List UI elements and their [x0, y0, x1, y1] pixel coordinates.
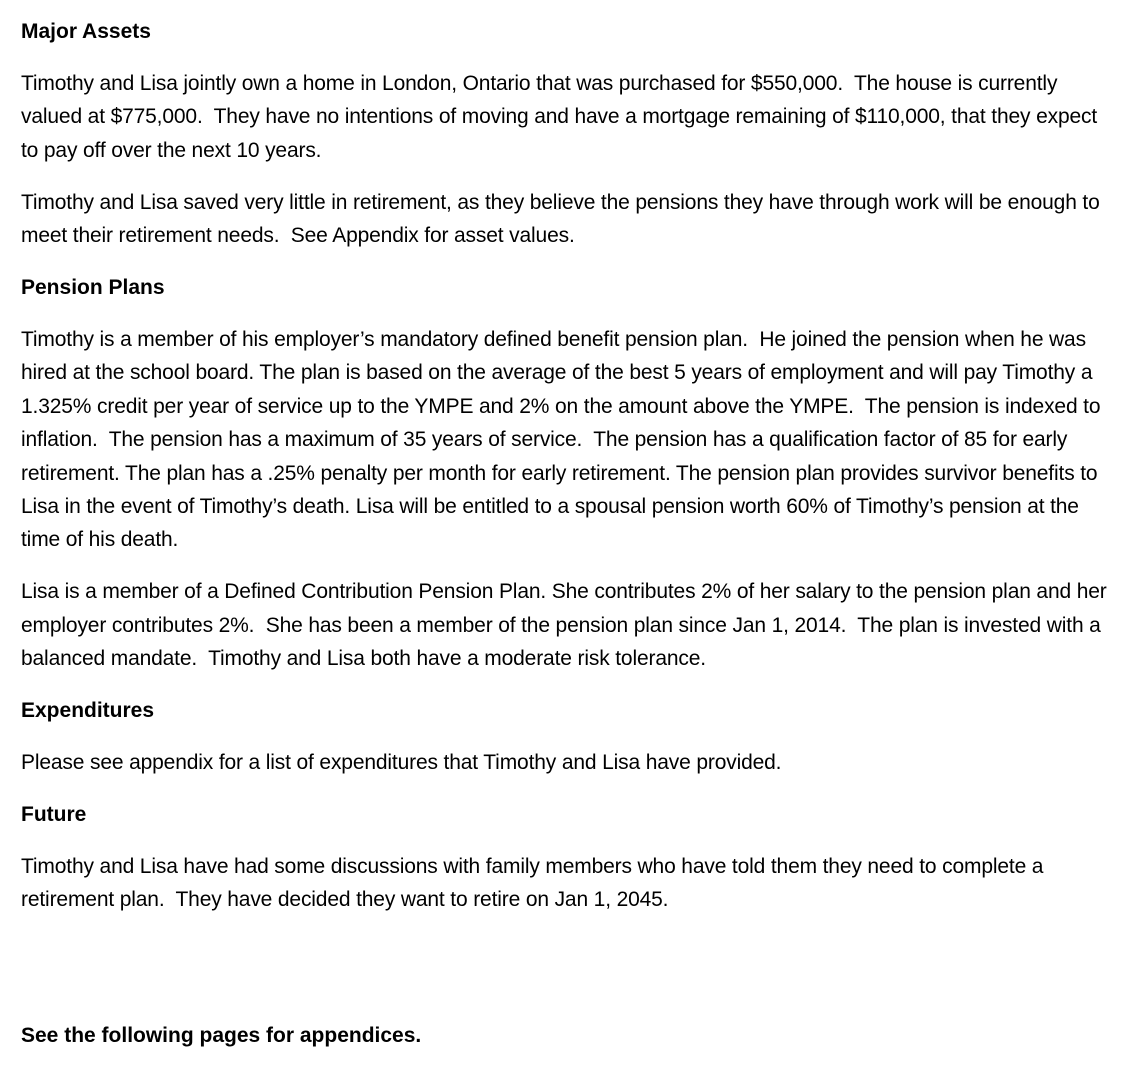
document-body — [21, 15, 1111, 935]
section-pension-plans — [21, 271, 1111, 676]
section-heading-expenditures: Expenditures — [21, 699, 155, 723]
paragraph-timothy-pension: Timothy is a member of his employer’s mandatory defined benefit pension plan. He joined the pension when he was hired at the school board. The plan is based on the average of the best 5 years of employment and will pay Timothy a 1.325% credit per year of service up to the YMPE and 2% on the amount above the YMPE. The pension is indexed to inflation. The pension has a maximum of 35 years of service. The pension has a qualification factor of 85 for early retirement. The plan has a .25% penalty per month for early retirement. The pension plan provides survivor benefits to Lisa in the event of Timothy’s death. Lisa will be entitled to a spousal pension worth 60% of Timothy’s pension at the time of his death. — [21, 328, 1107, 552]
section-heading-major-assets: Major Assets — [21, 20, 151, 43]
closing-note: See the following pages for appendices. — [21, 1024, 422, 1047]
paragraph-lisa-pension: Lisa is a member of a Defined Contribution Pension Plan. She contributes 2% of her salary to the pension plan and her employer contributes 2%. She has been a member of the pension plan since Jan 1, 2014. The plan is invested with a balanced mandate. Timothy and Lisa both have a moderate risk tolerance. — [21, 580, 1113, 671]
section-future — [21, 798, 1111, 917]
section-major-assets — [21, 15, 1111, 253]
section-heading-future: Future — [21, 803, 87, 826]
paragraph-expenditures: Please see appendix for a list of expenditures that Timothy and Lisa have provided. — [21, 751, 782, 775]
paragraph-home-ownership: Timothy and Lisa jointly own a home in London, Ontario that was purchased for $550,000. The house is currently valued at $775,000. They have no intentions of moving and have a mortgage remaining of $110,000, that they expect to pay off over the next 10 years. — [21, 72, 1103, 162]
section-heading-pension-plans: Pension Plans — [21, 276, 165, 300]
paragraph-retirement-savings: Timothy and Lisa saved very little in retirement, as they believe the pensions they have through work will be enough to meet their retirement needs. See Appendix for asset values. — [21, 190, 1106, 248]
section-expenditures — [21, 694, 1111, 779]
paragraph-future: Timothy and Lisa have had some discussions with family members who have told them they need to complete a retirement plan. They have decided they want to retire on Jan 1, 2045. — [21, 855, 1050, 912]
